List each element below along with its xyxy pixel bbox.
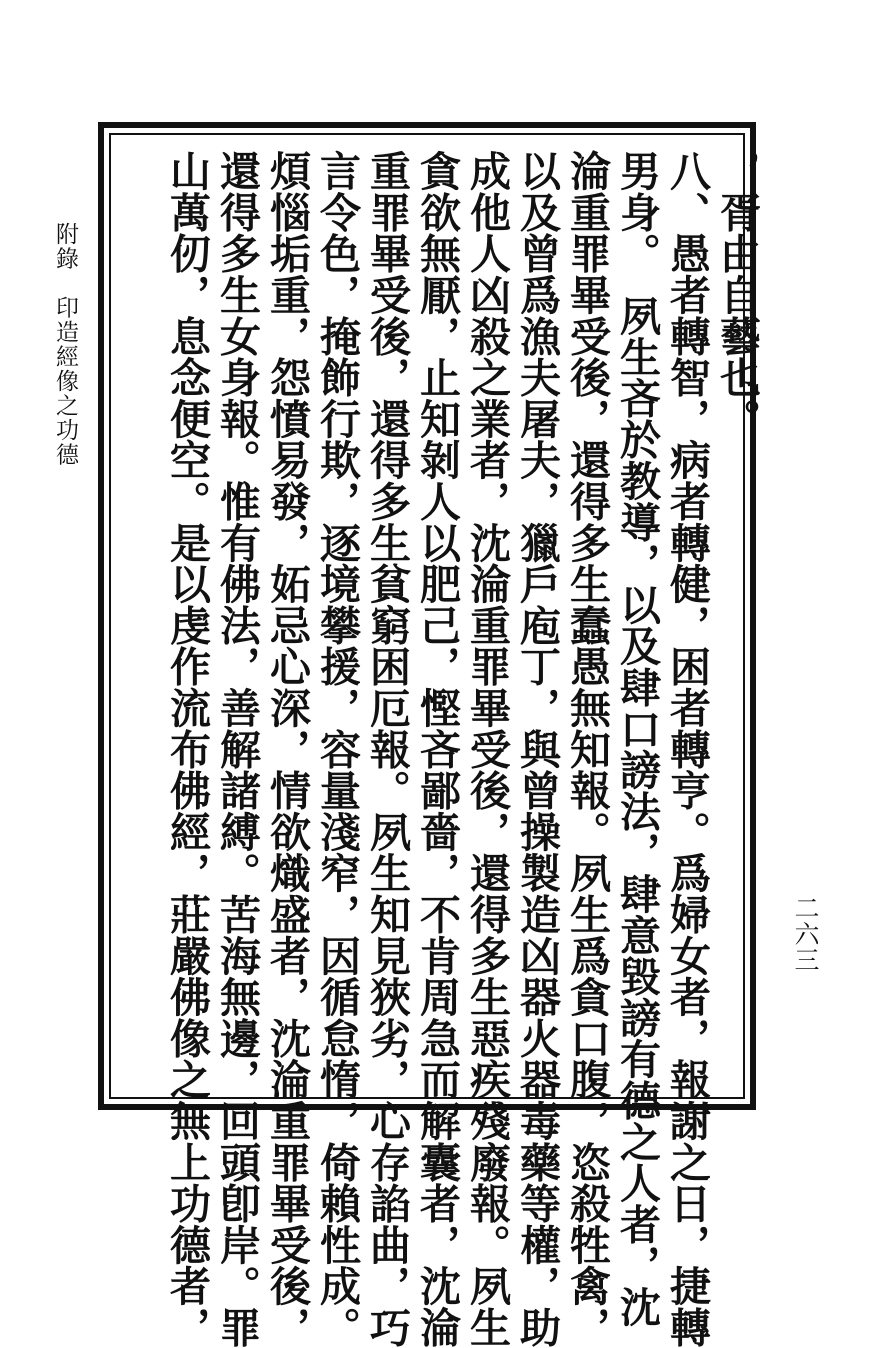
text-column-4: 淪重罪畢受後，還得多生蠢愚無知報。夙生爲貪口腹，恣殺牲禽， [563, 150, 611, 1348]
text-column-7: 貪欲無厭，止知剝人以肥己，慳吝鄙嗇，不肯周急而解囊者，沈淪 [413, 150, 461, 1348]
text-column-8: 重罪畢受後，還得多生貧窮困厄報。夙生知見狹劣，心存諂曲，巧 [363, 150, 411, 1348]
text-column-12: 山萬仞，息念便空。是以虔作流布佛經，莊嚴佛像之無上功德者， [163, 150, 211, 1348]
page-number: 二六三 [791, 895, 819, 973]
text-column-2: 八、愚者轉智，病者轉健，困者轉亨。爲婦女者，報謝之日，捷轉 [663, 150, 711, 1348]
text-column-1: ，胥由自藝也。 [713, 150, 761, 440]
text-column-3: 男身。 夙生吝於教導，以及肆口謗法，肆意毀謗有德之人者，沈 [613, 150, 661, 1328]
text-column-6: 成他人凶殺之業者，沈淪重罪畢受後，還得多生惡疾殘廢報。夙生 [463, 150, 511, 1348]
text-column-10: 煩惱垢重，怨憤易發，妬忌心深，情欲熾盛者，沈淪重罪畢受後， [263, 150, 311, 1348]
margin-section-label: 附錄 印造經像之功德 [53, 222, 79, 467]
text-column-5: 以及曾爲漁夫屠夫，獵戶庖丁，與曾操製造凶器火器毒藥等權，助 [513, 150, 561, 1348]
text-column-11: 還得多生女身報。惟有佛法，善解諸縛。苦海無邊，回頭卽岸。罪 [213, 150, 261, 1348]
text-column-9: 言令色，掩飾行欺，逐境攀援，容量淺窄，因循怠惰，倚賴性成。 [313, 150, 361, 1348]
